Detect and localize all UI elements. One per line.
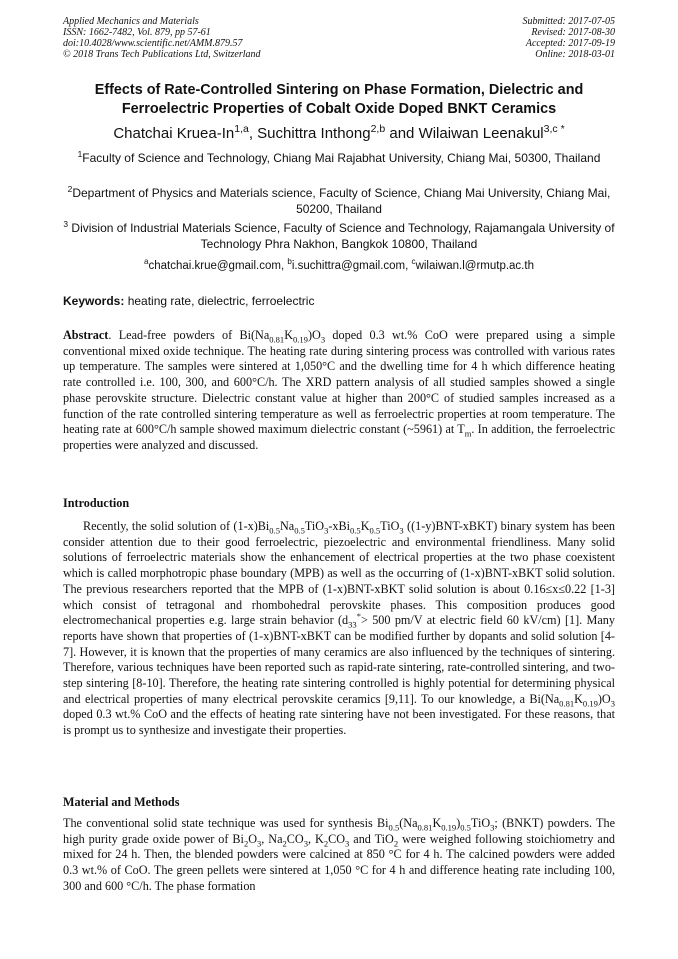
accepted-date: Accepted: 2017-09-19 bbox=[525, 38, 615, 49]
introduction-paragraph: Recently, the solid solution of $(1-x)Bi_{0.5}Na_{0.5}TiO_3-xBi_{0.5}K_{0.5}TiO_3$ ((1-y)BNT-xBKT) binary system has been consider attention due to their good ferroelectric, piezoelectric and environmental friendliness. Many solid solutions of ferroelectric materials show the enhancement of electrical properties at the two phase coexistent which is called morphotropic phase boundary (MPB) as well as the occurring of (1-x)BNT-xBKT solid solution. The previous researchers reported that the MPB of (1-x)BNT-xBKT solid solution is about 0.16≤x≤0.22 [1-3] which consist of tetragonal and rhombohedral perovskite phases. This composition produces good electromechanical properties e.g. large strain behavior ($d_{33}^*> 500$ pm/V at electric field 60 kV/cm) [1]. Many reports have shown that properties of (1-x)BNT-xBKT can be modified further by dopants and solid solution [4-7]. However, it is known that the properties of many ceramics are also influenced by the techniques of sintering. Therefore, various techniques have been reported such as rapid-rate sintering, rate-controlled sintering, and two-step sintering [8-10]. Therefore, the heating rate sintering controlled is highly potential for determining physical and electrical properties of many electrical perovskite ceramics [9,11]. To our knowledge, a $Bi(Na_{0.81}K_{0.19})O_3$ doped 0.3 wt.% CoO and the effects of heating rate sintering have not been investigated. For these reasons, that is prompt us to synthesize and investigate their properties. bbox=[63, 519, 615, 738]
email-line: $^a$chatchai.krue@gmail.com, $^b$i.suchittra@gmail.com, $^c$wilaiwan.l@rmutp.ac.th bbox=[144, 257, 534, 272]
affiliation-1-text: Faculty of Science and Technology, Chiang Mai Rajabhat University, Chiang Mai, 50300, Thailand bbox=[82, 151, 601, 165]
affiliation-1-sup: 1 bbox=[77, 149, 83, 159]
author-1-sup: 1,a bbox=[234, 123, 249, 135]
issn: ISSN: 1662-7482, Vol. 879, pp 57-61 bbox=[63, 27, 211, 38]
affiliation-1 bbox=[50, 151, 628, 167]
author-2: , Suchittra Inthong bbox=[248, 125, 371, 142]
doi: doi:10.4028/www.scientific.net/AMM.879.57 bbox=[63, 38, 243, 49]
affiliation-3-sup: 3 bbox=[63, 219, 69, 229]
copyright: © 2018 Trans Tech Publications Ltd, Switzerland bbox=[63, 49, 261, 60]
affiliation-3 bbox=[50, 221, 628, 252]
email-c[interactable]: wilaiwan.l@rmutp.ac.th bbox=[415, 260, 534, 272]
title-line-1: Effects of Rate-Controlled Sintering on Phase Formation, Dielectric and bbox=[94, 82, 584, 98]
publication-dates bbox=[523, 16, 616, 60]
methods-paragraph: The conventional solid state technique was used for synthesis $Bi_{0.5}(Na_{0.81}K_{0.19})_{0.5}TiO_3$; (BNKT) powders. The high purity grade oxide power of $Bi_2O_3$, $Na_2CO_3$, $K_2CO_3$ and TiO$_2$ were weighed following stoichiometry and mixed for 24 h. Then, the blended powders were calcined at 850 °C for 4 h. The calcined powders were added 0.3 wt.% of CoO. The green pellets were sintered at 1,050 °C for 4 h and difference heating rate including 100, 300 and 600 °C/h. The phase formation bbox=[63, 816, 616, 893]
keywords-text: heating rate, dielectric, ferroelectric bbox=[124, 294, 315, 308]
revised-date: Revised: 2017-08-30 bbox=[531, 27, 615, 38]
submitted-date: Submitted: 2017-07-05 bbox=[522, 16, 615, 27]
author-3-sup: 3,c * bbox=[543, 123, 565, 135]
paper-title bbox=[40, 81, 638, 119]
affiliation-2-text: Department of Physics and Materials science, Faculty of Science, Chiang Mai University, Chiang Mai, 50200, Thailand bbox=[72, 186, 611, 216]
abstract-paragraph: Abstract. Lead-free powders of $Bi(Na_{0.81}K_{0.19})O_3$ doped 0.3 wt.% CoO were prepared using a simple conventional mixed oxide technique. The heating rate during sintering process was controlled with various rates up temperature. The samples were sintered at 1,050°C and the dwelling time for 4 h which difference heating rate controlled i.e. 100, 300, and 600°C/h. The XRD pattern analysis of all studied samples showed a single phase perovskite structure. Dielectric constant value at higher than 200°C of studied samples increased as a function of the rate controlled sintering temperature as well as ferroelectric properties at room temperature. The heating rate at 600°C/h sample showed maximum dielectric constant (~5961) at $T_m$. In addition, the ferroelectric properties were analyzed and discussed. bbox=[63, 328, 615, 452]
author-2-sup: 2,b bbox=[370, 123, 386, 135]
author-list bbox=[40, 125, 638, 143]
author-3: and Wilaiwan Leenakul bbox=[385, 125, 544, 142]
email-b[interactable]: i.suchittra@gmail.com bbox=[291, 260, 406, 272]
keywords-label: Keywords: bbox=[63, 294, 125, 308]
title-line-2: Ferroelectric Properties of Cobalt Oxide Doped BNKT Ceramics bbox=[121, 101, 557, 117]
journal-name: Applied Mechanics and Materials bbox=[63, 16, 199, 27]
online-date: Online: 2018-03-01 bbox=[535, 49, 615, 60]
affiliation-3-text: Division of Industrial Materials Science, Faculty of Science and Technology, Rajamangala University of Technology Phra Nakhon, Bangkok 10800, Thailand bbox=[68, 221, 615, 251]
keywords bbox=[63, 294, 615, 308]
introduction-heading: Introduction bbox=[63, 496, 130, 510]
email-a[interactable]: chatchai.krue@gmail.com bbox=[148, 260, 281, 272]
author-1: Chatchai Kruea-In bbox=[113, 125, 235, 142]
methods-heading: Material and Methods bbox=[63, 795, 180, 809]
affiliation-2-sup: 2 bbox=[67, 184, 73, 194]
publication-info bbox=[63, 16, 261, 60]
abstract-label: Abstract bbox=[63, 328, 109, 342]
affiliation-2 bbox=[50, 186, 628, 217]
